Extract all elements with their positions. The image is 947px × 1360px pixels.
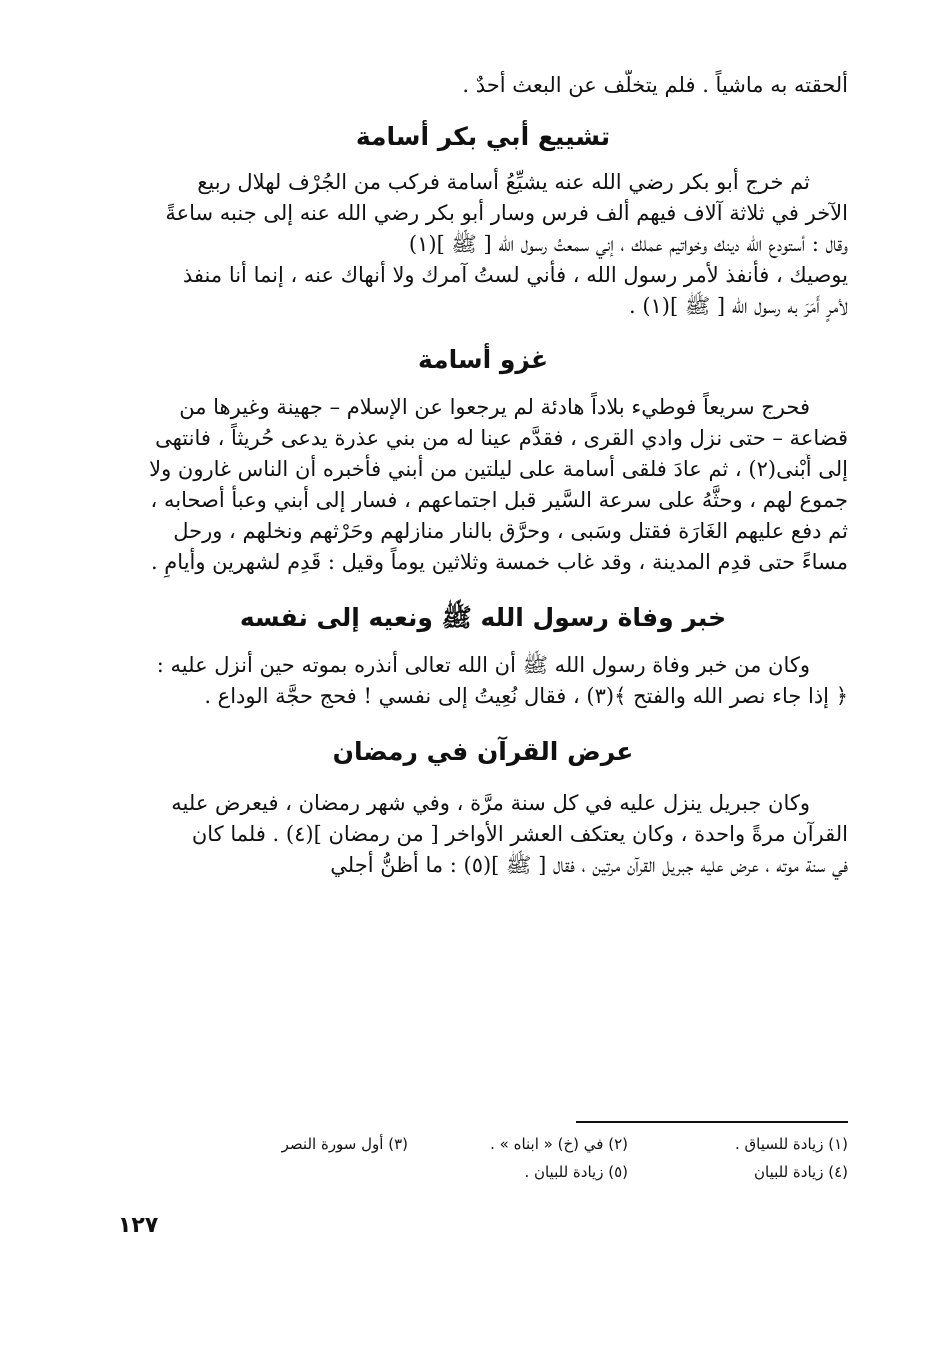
page-number: ١٢٧ bbox=[118, 1213, 159, 1238]
intro-line: ألحقته به ماشياً . فلم يتخلَّف عن البعث أحدٌ . bbox=[462, 73, 848, 97]
text-line: القرآن مرةً واحدة ، وكان يعتكف العشر الأواخر [ من رمضان ](٤) . فلما كان bbox=[191, 822, 848, 846]
section-body-abu-bakr bbox=[118, 167, 848, 322]
page-body bbox=[118, 70, 848, 881]
text-line: ثم دفع عليهم الغَارَة فقتل وسَبى ، وحرَّق بالنار منازلهم وحَرْثهم ونخلهم ، ورحل bbox=[173, 519, 848, 543]
text-line: ﴿ إذا جاء نصر الله والفتح ﴾(٣) ، فقال نُعِيتُ إلى نفسي ! فحج حجَّة الوداع . bbox=[204, 684, 848, 708]
section-heading-ramadan-recitation: عرض القرآن في رمضان bbox=[332, 737, 634, 766]
footnote-1: (١) زيادة للسياق . bbox=[734, 1135, 848, 1153]
footnote-divider bbox=[576, 1121, 848, 1123]
section-heading-usama-raid: غزو أسامة bbox=[417, 345, 549, 374]
text-line: لأمرٍ أَمَرَ به رسول الله [ ﷺ ](١) . bbox=[628, 294, 848, 318]
text-line: إلى أُبْنى(٢) ، ثم عادَ فلقى أسامة على ليلتين من أبني فأخبره أن الناس غارون ولا bbox=[149, 457, 848, 481]
text-line: ثم خرج أبو بكر رضي الله عنه يشيِّعُ أسامة فركب من الجُرْف لهلال ربيع bbox=[197, 170, 810, 194]
footnote-3: (٣) أول سورة النصر bbox=[281, 1135, 408, 1153]
text-line: وكان جبريل ينزل عليه في كل سنة مرَّة ، وفي شهر رمضان ، فيعرض عليه bbox=[171, 791, 810, 815]
footnote-row bbox=[188, 1130, 848, 1158]
footnote-4: (٤) زيادة للبيان bbox=[753, 1163, 848, 1181]
text-line: وقال : أستودع الله دينك وخواتيم عملك ، إني سمعتُ رسول الله [ ﷺ ](١) bbox=[408, 232, 848, 256]
section-body-usama-raid bbox=[118, 392, 848, 578]
footnote-2: (٢) في (خ) « ابناه » . bbox=[490, 1135, 628, 1153]
section-body-ramadan-recitation bbox=[118, 788, 848, 881]
text-line: وكان من خبر وفاة رسول الله ﷺ أن الله تعالى أنذره بموته حين أنزل عليه : bbox=[156, 653, 810, 677]
section-heading-death-news: خبر وفاة رسول الله ﷺ ونعيه إلى نفسه bbox=[239, 603, 727, 632]
section-body-death-news bbox=[118, 650, 848, 712]
text-line: جموع لهم ، وحثَّهُ على سرعة السَّير قبل اجتماعهم ، فسار إلى أبني وعبأ أصحابه ، bbox=[150, 488, 848, 512]
text-line: يوصيك ، فأنفذ لأمر رسول الله ، فأني لستُ آمرك ولا أنهاك عنه ، إنما أنا منفذ bbox=[182, 263, 848, 287]
text-line: في سنة موته ، عرض عليه جبريل القرآن مرتين ، فقال [ ﷺ ](٥) : ما أظنُّ أجلي bbox=[330, 853, 848, 877]
text-line: الآخر في ثلاثة آلاف فيهم ألف فرس وسار أبو بكر رضي الله عنه إلى جنبه ساعةً bbox=[165, 201, 848, 225]
text-line: فحرج سريعاً فوطيء بلاداً هادئة لم يرجعوا عن الإسلام – جهينة وغيرها من bbox=[179, 395, 810, 419]
section-heading-abu-bakr: تشييع أبي بكر أسامة bbox=[355, 122, 611, 151]
text-line: قضاعة – حتى نزل وادي القرى ، فقدَّم عينا له من بني عذرة يدعى حُريثاً ، فانتهى bbox=[155, 426, 848, 450]
footnote-5: (٥) زيادة للبيان . bbox=[524, 1163, 628, 1181]
footnotes bbox=[188, 1130, 848, 1186]
footnote-row bbox=[188, 1158, 848, 1186]
text-line: مساءً حتى قدِم المدينة ، وقد غاب خمسة وثلاثين يوماً وقيل : قَدِم لشهرين وأيامٍ . bbox=[150, 550, 848, 574]
